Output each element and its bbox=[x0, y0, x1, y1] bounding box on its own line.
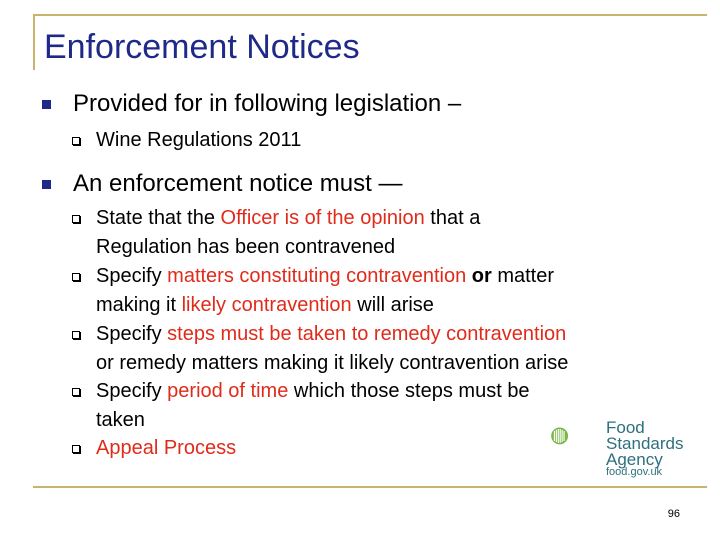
hollow-square-bullet-icon bbox=[72, 137, 80, 145]
frame-left-rule bbox=[33, 14, 35, 70]
hollow-square-bullet-icon bbox=[72, 273, 80, 281]
logo-url: food.gov.uk bbox=[606, 466, 663, 478]
hollow-square-bullet-icon bbox=[72, 331, 80, 339]
slide-title: Enforcement Notices bbox=[44, 28, 360, 66]
logo-wordmark: Food Standards Agency bbox=[606, 418, 684, 469]
hollow-square-bullet-icon bbox=[72, 445, 80, 453]
sub-bullet-text: Specify period of time which those steps must be taken bbox=[96, 380, 530, 431]
frame-top-rule bbox=[33, 14, 707, 16]
square-bullet-icon bbox=[42, 100, 51, 109]
bottom-rule bbox=[33, 486, 707, 488]
sub-bullet-text: Specify matters constituting contravention or matter making it likely contravention will arise bbox=[96, 265, 555, 316]
hollow-square-bullet-icon bbox=[72, 388, 80, 396]
sub-bullet-text: Wine Regulations 2011 bbox=[96, 129, 302, 151]
sub-bullet-text: Appeal Process bbox=[96, 437, 237, 459]
page-number: 96 bbox=[667, 508, 680, 520]
food-standards-agency-logo-icon bbox=[550, 414, 600, 464]
sub-bullet-text: Specify steps must be taken to remedy contravention or remedy matters making it likely contravention arise bbox=[96, 323, 569, 374]
hollow-square-bullet-icon bbox=[72, 215, 80, 223]
square-bullet-icon bbox=[42, 180, 51, 189]
sub-bullet-text: State that the Officer is of the opinion that a Regulation has been contravened bbox=[96, 207, 481, 258]
bullet-text: Provided for in following legislation – bbox=[73, 90, 462, 117]
bullet-text: An enforcement notice must — bbox=[73, 170, 403, 197]
